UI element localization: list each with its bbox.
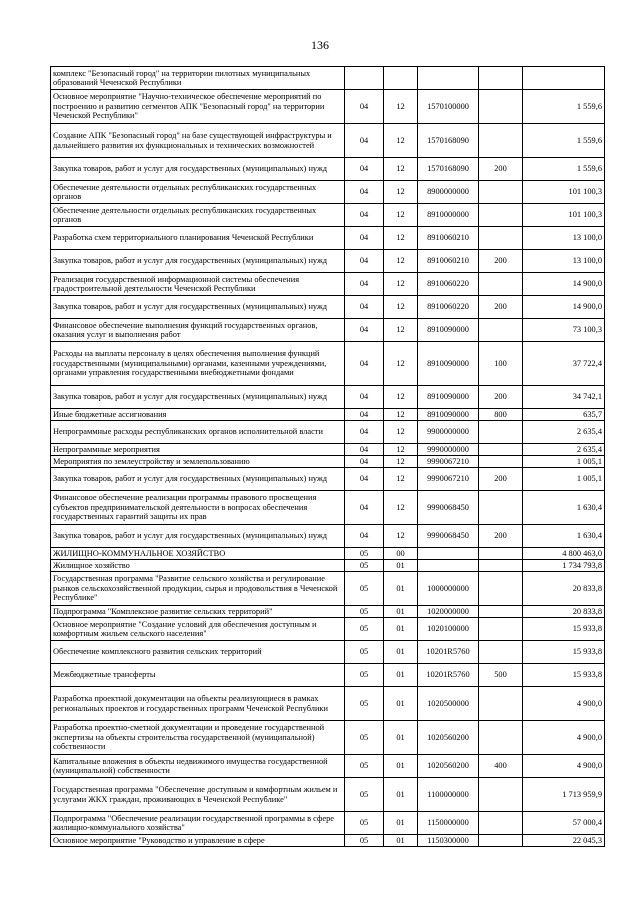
table-row <box>51 444 605 456</box>
row-subsection-cell: 12 <box>384 409 418 421</box>
row-target-article-cell: 8910090000 <box>418 386 479 409</box>
row-name-cell: Капитальные вложения в объекты недвижимого имущества государственной (муниципальной) собственности <box>51 755 345 778</box>
row-target-article-cell: 8910090000 <box>418 319 479 342</box>
row-amount-cell <box>523 67 605 90</box>
row-expense-type-cell: 400 <box>479 755 523 778</box>
row-target-article-cell: 8910060210 <box>418 227 479 250</box>
table-row <box>51 641 605 664</box>
row-amount-cell: 37 722,4 <box>523 342 605 386</box>
row-amount-cell: 1 630,4 <box>523 525 605 548</box>
row-expense-type-cell <box>479 812 523 835</box>
row-target-article-cell: 8910090000 <box>418 409 479 421</box>
row-name-cell: комплекс "Безопасный город" на территории пилотных муниципальных образований Чеченской Республики <box>51 67 345 90</box>
row-name-cell: Непрограммные мероприятия <box>51 444 345 456</box>
row-name-cell: Иные бюджетные ассигнования <box>51 409 345 421</box>
row-target-article-cell: 1570168090 <box>418 124 479 158</box>
table-row <box>51 664 605 687</box>
row-target-article-cell: 9990068450 <box>418 525 479 548</box>
row-amount-cell: 1 559,6 <box>523 158 605 181</box>
row-amount-cell: 2 635,4 <box>523 444 605 456</box>
row-target-article-cell: 1570100000 <box>418 90 479 124</box>
table-row <box>51 273 605 296</box>
row-name-cell: Реализация государственной информационной системы обеспечения градостроительной деятельности Чеченской Республики <box>51 273 345 296</box>
row-subsection-cell: 01 <box>384 618 418 641</box>
row-name-cell: Обеспечение деятельности отдельных республиканских государственных органов <box>51 204 345 227</box>
row-amount-cell: 101 100,3 <box>523 204 605 227</box>
row-amount-cell: 15 933,8 <box>523 618 605 641</box>
row-subsection-cell: 12 <box>384 158 418 181</box>
row-target-article-cell: 1000000000 <box>418 572 479 606</box>
row-section-cell: 04 <box>345 491 384 525</box>
row-section-cell: 05 <box>345 641 384 664</box>
row-target-article-cell: 1150300000 <box>418 835 479 847</box>
row-name-cell: Закупка товаров, работ и услуг для государственных (муниципальных) нужд <box>51 250 345 273</box>
table-row <box>51 755 605 778</box>
row-section-cell: 05 <box>345 548 384 560</box>
row-target-article-cell: 1570168090 <box>418 158 479 181</box>
row-name-cell: Закупка товаров, работ и услуг для государственных (муниципальных) нужд <box>51 158 345 181</box>
row-amount-cell: 1 005,1 <box>523 468 605 491</box>
row-section-cell: 05 <box>345 664 384 687</box>
row-subsection-cell: 12 <box>384 250 418 273</box>
row-expense-type-cell <box>479 835 523 847</box>
table-row <box>51 421 605 444</box>
row-section-cell: 04 <box>345 181 384 204</box>
row-target-article-cell: 1020000000 <box>418 606 479 618</box>
row-section-cell: 04 <box>345 444 384 456</box>
row-name-cell: Непрограммные расходы республиканских органов исполнительной власти <box>51 421 345 444</box>
row-section-cell: 04 <box>345 296 384 319</box>
row-amount-cell: 4 900,0 <box>523 687 605 721</box>
budget-table-body <box>51 67 605 847</box>
row-name-cell: Основное мероприятие "Создание условий для обеспечения доступным и комфортным жильем сельского населения" <box>51 618 345 641</box>
row-name-cell: Закупка товаров, работ и услуг для государственных (муниципальных) нужд <box>51 296 345 319</box>
row-target-article-cell <box>418 67 479 90</box>
table-row <box>51 456 605 468</box>
row-amount-cell: 22 045,3 <box>523 835 605 847</box>
row-amount-cell: 15 933,8 <box>523 641 605 664</box>
row-amount-cell: 1 734 793,8 <box>523 560 605 572</box>
row-section-cell: 05 <box>345 835 384 847</box>
row-expense-type-cell <box>479 181 523 204</box>
row-expense-type-cell: 100 <box>479 342 523 386</box>
row-name-cell: Мероприятия по землеустройству и землепользованию <box>51 456 345 468</box>
table-row <box>51 124 605 158</box>
row-target-article-cell: 8910060220 <box>418 296 479 319</box>
row-section-cell: 04 <box>345 525 384 548</box>
row-target-article-cell: 8910000000 <box>418 204 479 227</box>
row-target-article-cell: 8910060210 <box>418 250 479 273</box>
row-section-cell: 04 <box>345 227 384 250</box>
row-target-article-cell: 1020500000 <box>418 687 479 721</box>
row-target-article-cell: 1020560200 <box>418 755 479 778</box>
row-amount-cell: 101 100,3 <box>523 181 605 204</box>
row-target-article-cell: 8910060220 <box>418 273 479 296</box>
row-subsection-cell: 12 <box>384 525 418 548</box>
table-row <box>51 835 605 847</box>
row-section-cell: 04 <box>345 456 384 468</box>
row-amount-cell: 13 100,0 <box>523 250 605 273</box>
row-expense-type-cell <box>479 548 523 560</box>
row-subsection-cell: 12 <box>384 319 418 342</box>
row-expense-type-cell <box>479 687 523 721</box>
row-subsection-cell: 01 <box>384 606 418 618</box>
row-amount-cell: 4 800 463,0 <box>523 548 605 560</box>
table-row <box>51 181 605 204</box>
row-subsection-cell: 01 <box>384 778 418 812</box>
table-row <box>51 687 605 721</box>
table-row <box>51 409 605 421</box>
row-expense-type-cell <box>479 227 523 250</box>
row-subsection-cell: 12 <box>384 273 418 296</box>
table-row <box>51 721 605 755</box>
row-target-article-cell: 8900000000 <box>418 181 479 204</box>
row-section-cell: 05 <box>345 572 384 606</box>
row-amount-cell: 635,7 <box>523 409 605 421</box>
row-section-cell: 05 <box>345 618 384 641</box>
row-target-article-cell: 1100000000 <box>418 778 479 812</box>
table-row <box>51 158 605 181</box>
row-name-cell: Закупка товаров, работ и услуг для государственных (муниципальных) нужд <box>51 468 345 491</box>
table-row <box>51 525 605 548</box>
row-subsection-cell: 01 <box>384 641 418 664</box>
row-expense-type-cell <box>479 456 523 468</box>
row-amount-cell: 1 559,6 <box>523 124 605 158</box>
row-name-cell: Основное мероприятие "Научно-техническое обеспечение мероприятий по построению и развитию сегментов АПК "Безопасный город" на территории Чеченской Республики" <box>51 90 345 124</box>
row-target-article-cell <box>418 560 479 572</box>
row-expense-type-cell <box>479 606 523 618</box>
row-section-cell: 04 <box>345 468 384 491</box>
row-amount-cell: 14 900,0 <box>523 296 605 319</box>
row-target-article-cell <box>418 548 479 560</box>
row-subsection-cell: 12 <box>384 468 418 491</box>
row-amount-cell: 13 100,0 <box>523 227 605 250</box>
table-row <box>51 548 605 560</box>
row-subsection-cell: 01 <box>384 835 418 847</box>
row-subsection-cell: 12 <box>384 444 418 456</box>
row-section-cell: 04 <box>345 124 384 158</box>
table-row <box>51 560 605 572</box>
row-amount-cell: 1 713 959,9 <box>523 778 605 812</box>
row-expense-type-cell: 200 <box>479 525 523 548</box>
row-subsection-cell: 12 <box>384 491 418 525</box>
row-expense-type-cell <box>479 721 523 755</box>
row-target-article-cell: 9900000000 <box>418 421 479 444</box>
row-name-cell: Обеспечение комплексного развития сельских территорий <box>51 641 345 664</box>
row-amount-cell: 14 900,0 <box>523 273 605 296</box>
row-subsection-cell: 01 <box>384 721 418 755</box>
row-section-cell: 04 <box>345 90 384 124</box>
table-row <box>51 67 605 90</box>
row-name-cell: Финансовое обеспечение выполнения функций государственных органов, оказания услуг и выполнения работ <box>51 319 345 342</box>
row-section-cell: 05 <box>345 721 384 755</box>
row-name-cell: Разработка проектно-сметной документации и проведение государственной экспертизы на объекты строительства государственной (муниципальной) собственности <box>51 721 345 755</box>
row-subsection-cell: 12 <box>384 386 418 409</box>
row-expense-type-cell <box>479 319 523 342</box>
row-expense-type-cell <box>479 204 523 227</box>
row-section-cell: 04 <box>345 273 384 296</box>
row-name-cell: Расходы на выплаты персоналу в целях обеспечения выполнения функций государственными (муниципальными) органами, казенными учреждениями, органами управления государственными внебюджетными фондами <box>51 342 345 386</box>
table-row <box>51 319 605 342</box>
row-target-article-cell: 1150000000 <box>418 812 479 835</box>
row-subsection-cell: 12 <box>384 124 418 158</box>
row-section-cell: 05 <box>345 812 384 835</box>
row-name-cell: ЖИЛИЩНО-КОММУНАЛЬНОЕ ХОЗЯЙСТВО <box>51 548 345 560</box>
row-subsection-cell: 01 <box>384 664 418 687</box>
row-name-cell: Обеспечение деятельности отдельных республиканских государственных органов <box>51 181 345 204</box>
row-target-article-cell: 10201R5760 <box>418 664 479 687</box>
row-name-cell: Подпрограмма "Обеспечение реализации государственной программы в сфере жилищно-коммунального хозяйства" <box>51 812 345 835</box>
row-target-article-cell: 9990067210 <box>418 468 479 491</box>
row-name-cell: Подпрограмма "Комплексное развитие сельских территорий" <box>51 606 345 618</box>
row-subsection-cell: 01 <box>384 560 418 572</box>
row-amount-cell: 20 833,8 <box>523 606 605 618</box>
row-name-cell: Государственная программа "Обеспечение доступным и комфортным жильем и услугами ЖКХ граждан, проживающих в Чеченской Республике" <box>51 778 345 812</box>
row-section-cell: 04 <box>345 409 384 421</box>
row-amount-cell: 57 000,4 <box>523 812 605 835</box>
table-row <box>51 606 605 618</box>
row-expense-type-cell <box>479 273 523 296</box>
table-row <box>51 296 605 319</box>
row-expense-type-cell <box>479 572 523 606</box>
row-subsection-cell: 01 <box>384 755 418 778</box>
table-row <box>51 204 605 227</box>
row-target-article-cell: 1020100000 <box>418 618 479 641</box>
row-section-cell: 04 <box>345 319 384 342</box>
row-expense-type-cell: 500 <box>479 664 523 687</box>
row-expense-type-cell <box>479 124 523 158</box>
row-subsection-cell: 01 <box>384 687 418 721</box>
row-subsection-cell: 00 <box>384 548 418 560</box>
row-section-cell: 04 <box>345 386 384 409</box>
row-expense-type-cell <box>479 618 523 641</box>
row-name-cell: Финансовое обеспечение реализации программы правового просвещения субъектов предпринимательской деятельности в вопросах обеспечения государственных гарантий защиты их прав <box>51 491 345 525</box>
row-amount-cell: 1 559,6 <box>523 90 605 124</box>
row-section-cell: 04 <box>345 342 384 386</box>
row-expense-type-cell <box>479 444 523 456</box>
row-expense-type-cell <box>479 421 523 444</box>
row-subsection-cell: 12 <box>384 342 418 386</box>
row-name-cell: Основное мероприятие "Руководство и управление в сфере <box>51 835 345 847</box>
row-amount-cell: 34 742,1 <box>523 386 605 409</box>
table-row <box>51 227 605 250</box>
row-name-cell: Закупка товаров, работ и услуг для государственных (муниципальных) нужд <box>51 525 345 548</box>
row-section-cell: 05 <box>345 560 384 572</box>
table-row <box>51 778 605 812</box>
row-section-cell: 04 <box>345 250 384 273</box>
row-expense-type-cell <box>479 491 523 525</box>
row-amount-cell: 2 635,4 <box>523 421 605 444</box>
row-section-cell: 04 <box>345 204 384 227</box>
row-name-cell: Закупка товаров, работ и услуг для государственных (муниципальных) нужд <box>51 386 345 409</box>
row-subsection-cell: 12 <box>384 90 418 124</box>
table-row <box>51 812 605 835</box>
row-target-article-cell: 8910090000 <box>418 342 479 386</box>
row-subsection-cell: 12 <box>384 456 418 468</box>
row-section-cell <box>345 67 384 90</box>
row-amount-cell: 4 900,0 <box>523 721 605 755</box>
table-row <box>51 342 605 386</box>
table-row <box>51 618 605 641</box>
row-target-article-cell: 1020560200 <box>418 721 479 755</box>
row-amount-cell: 1 005,1 <box>523 456 605 468</box>
row-expense-type-cell: 200 <box>479 158 523 181</box>
row-name-cell: Межбюджетные трансферты <box>51 664 345 687</box>
row-section-cell: 05 <box>345 778 384 812</box>
row-target-article-cell: 10201R5760 <box>418 641 479 664</box>
row-subsection-cell: 12 <box>384 181 418 204</box>
row-target-article-cell: 9990068450 <box>418 491 479 525</box>
table-row <box>51 491 605 525</box>
table-row <box>51 468 605 491</box>
row-section-cell: 04 <box>345 158 384 181</box>
budget-table <box>50 66 605 847</box>
row-subsection-cell: 12 <box>384 421 418 444</box>
row-target-article-cell: 9990000000 <box>418 444 479 456</box>
row-expense-type-cell: 200 <box>479 468 523 491</box>
row-amount-cell: 15 933,8 <box>523 664 605 687</box>
row-subsection-cell: 12 <box>384 204 418 227</box>
row-expense-type-cell: 200 <box>479 250 523 273</box>
row-target-article-cell: 9990067210 <box>418 456 479 468</box>
row-subsection-cell: 01 <box>384 812 418 835</box>
row-expense-type-cell: 200 <box>479 296 523 319</box>
row-name-cell: Жилищное хозяйство <box>51 560 345 572</box>
row-section-cell: 05 <box>345 755 384 778</box>
row-section-cell: 05 <box>345 606 384 618</box>
row-amount-cell: 4 900,0 <box>523 755 605 778</box>
table-row <box>51 90 605 124</box>
row-amount-cell: 1 630,4 <box>523 491 605 525</box>
row-expense-type-cell: 200 <box>479 386 523 409</box>
row-expense-type-cell <box>479 90 523 124</box>
row-amount-cell: 20 833,8 <box>523 572 605 606</box>
row-subsection-cell: 12 <box>384 227 418 250</box>
row-name-cell: Разработка схем территориального планирования Чеченской Республики <box>51 227 345 250</box>
row-section-cell: 05 <box>345 687 384 721</box>
table-row <box>51 250 605 273</box>
row-name-cell: Создание АПК "Безопасный город" на базе существующей инфраструктуры и дальнейшего развития их функциональных и технических возможностей <box>51 124 345 158</box>
row-expense-type-cell <box>479 641 523 664</box>
row-subsection-cell <box>384 67 418 90</box>
row-amount-cell: 73 100,3 <box>523 319 605 342</box>
row-expense-type-cell <box>479 67 523 90</box>
row-name-cell: Разработка проектной документации на объекты реализующиеся в рамках региональных проектов и государственных программ Чеченской Республики <box>51 687 345 721</box>
table-row <box>51 386 605 409</box>
row-subsection-cell: 01 <box>384 572 418 606</box>
table-row <box>51 572 605 606</box>
row-name-cell: Государственная программа "Развитие сельского хозяйства и регулирование рынков сельскохозяйственной продукции, сырья и продовольствия в Чеченской Республике" <box>51 572 345 606</box>
page-number: 136 <box>311 38 329 52</box>
row-expense-type-cell <box>479 778 523 812</box>
row-section-cell: 04 <box>345 421 384 444</box>
row-expense-type-cell <box>479 560 523 572</box>
row-subsection-cell: 12 <box>384 296 418 319</box>
row-expense-type-cell: 800 <box>479 409 523 421</box>
